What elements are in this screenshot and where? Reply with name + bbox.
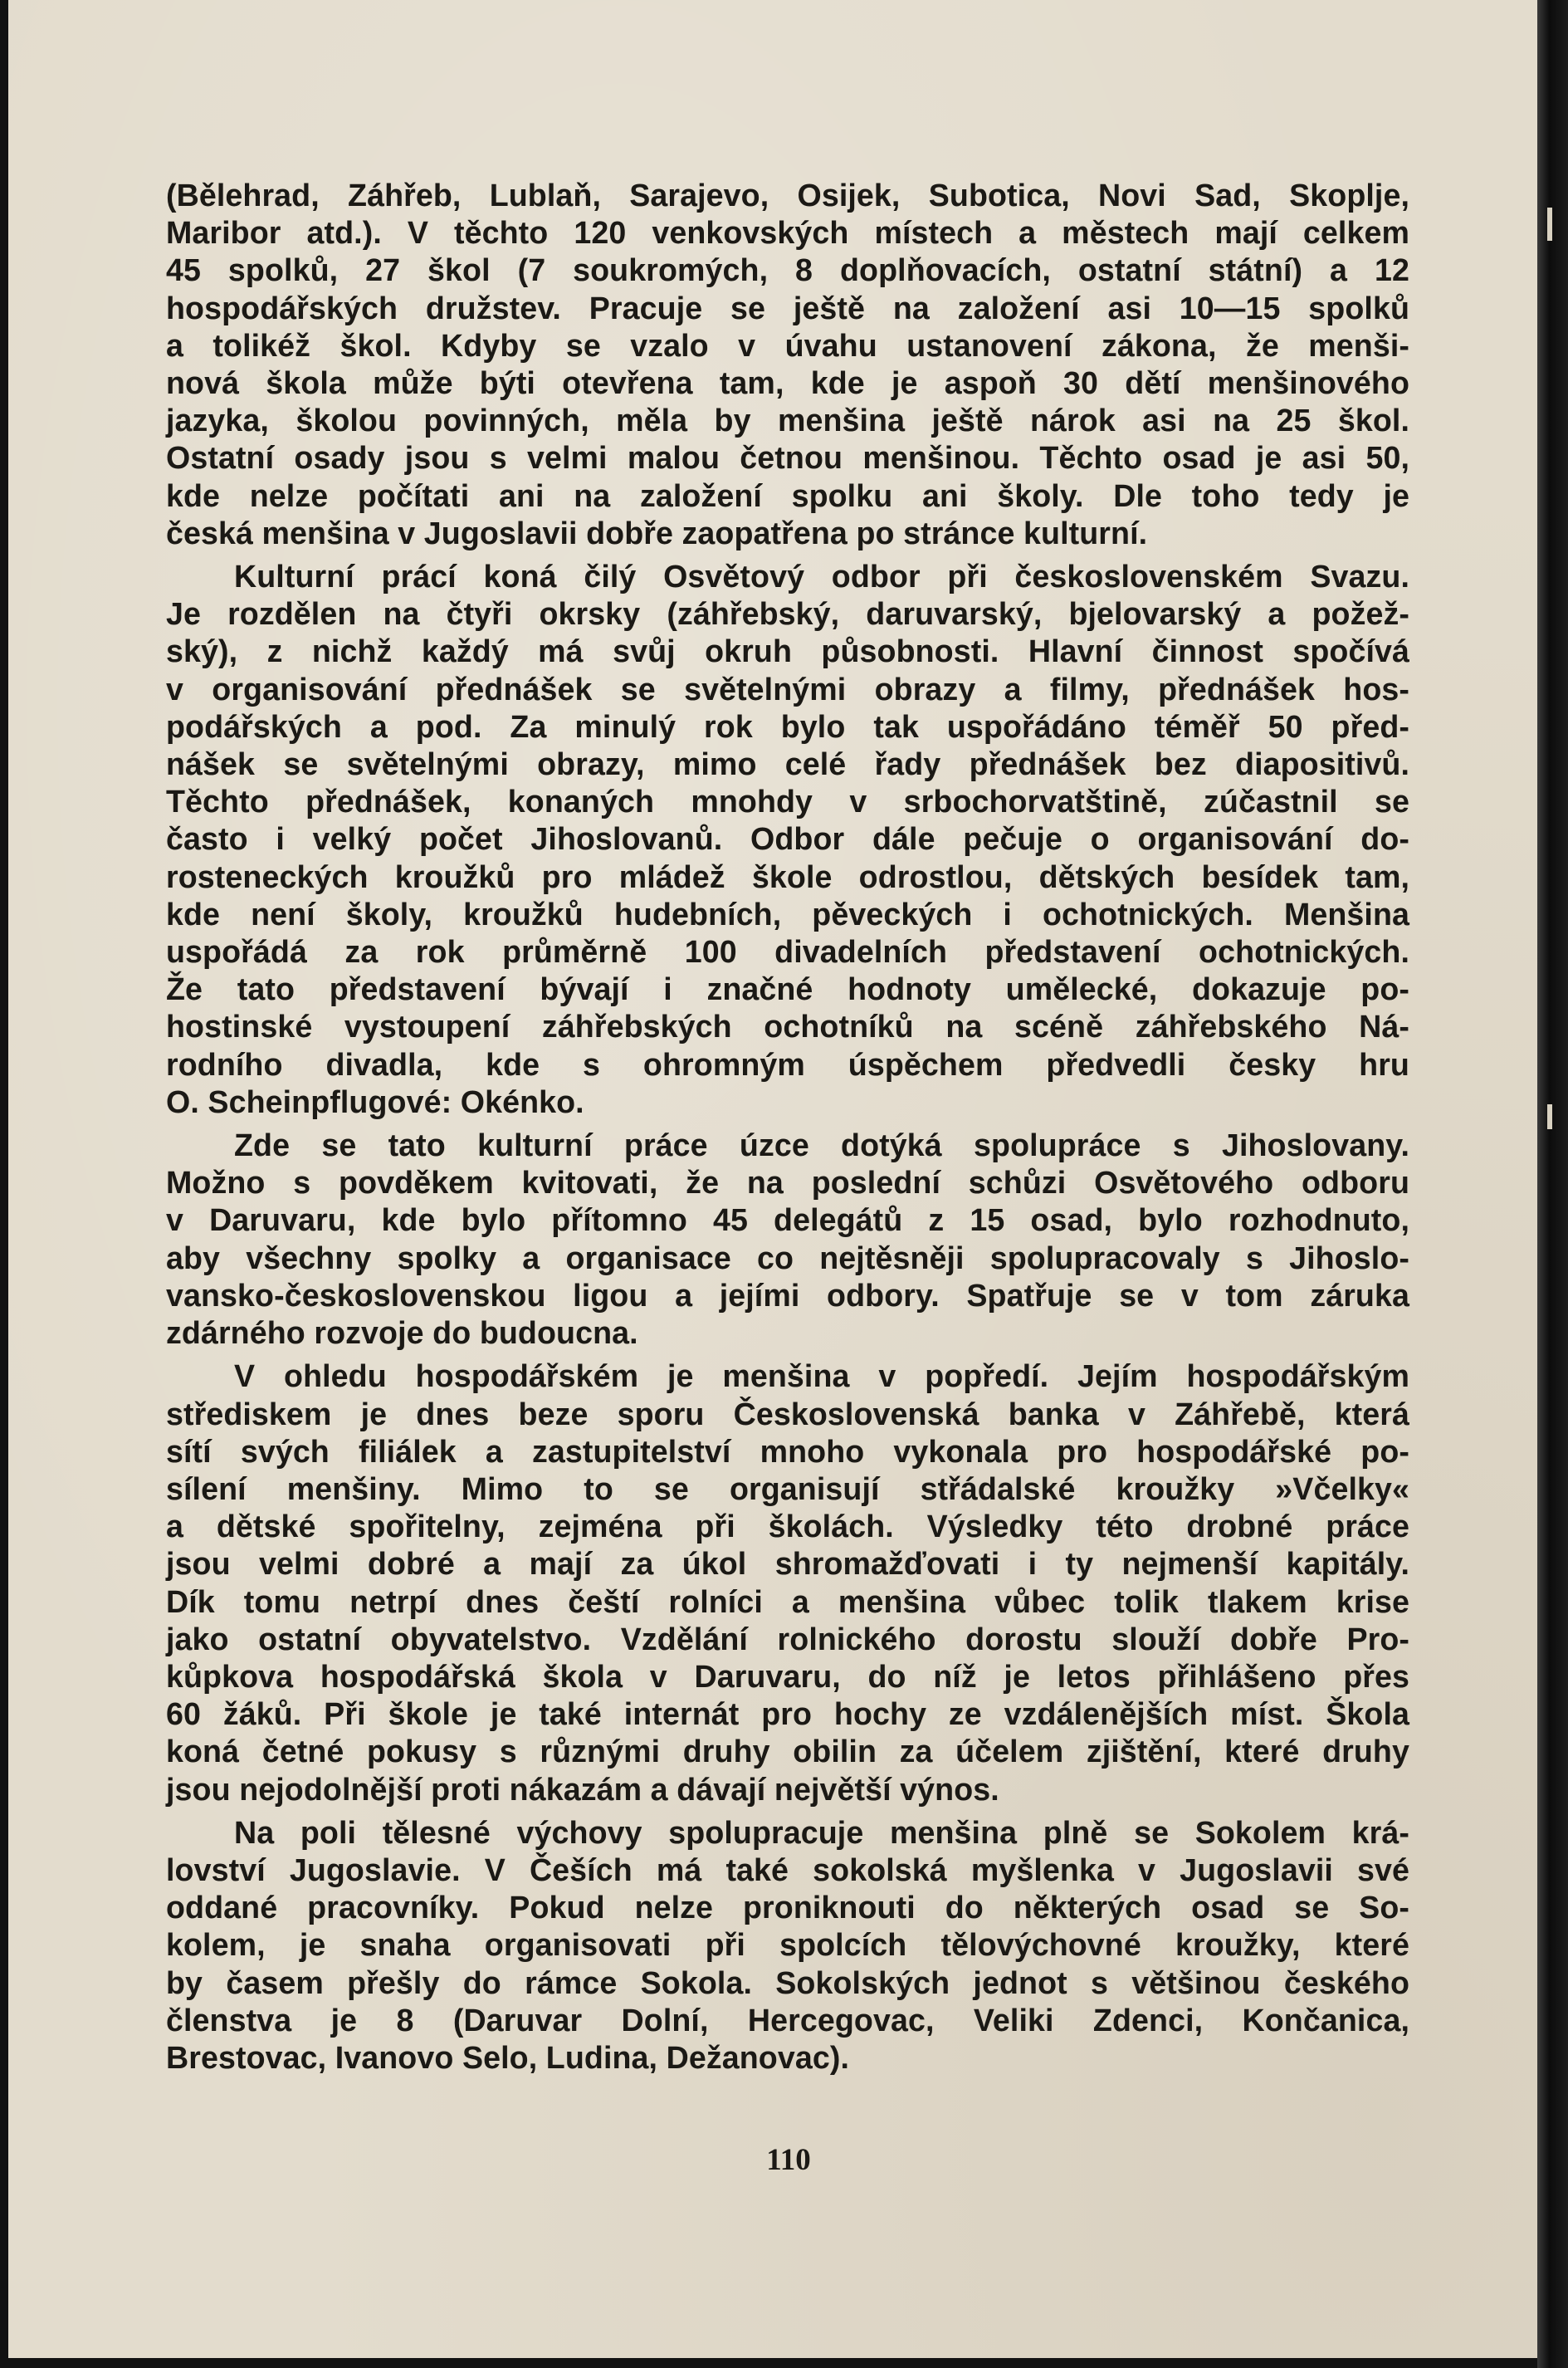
text-line: kde nelze počítati ani na založení spolku ani školy. Dle toho tedy je — [166, 477, 1409, 513]
text-line: V ohledu hospodářském je menšina v popředí. Jejím hospodářským — [234, 1358, 1409, 1394]
page-number: 110 — [766, 2143, 811, 2177]
text-line: (Bělehrad, Záhřeb, Lublaň, Sarajevo, Osijek, Subotica, Novi Sad, Skoplje, — [166, 178, 1409, 213]
text-line: nášek se světelnými obrazy, mimo celé řady přednášek bez diapositivů. — [166, 746, 1409, 782]
paragraph-2 — [166, 558, 1409, 1121]
text-line: koná četné pokusy s různými druhy obilin za účelem zjištění, které druhy — [166, 1734, 1409, 1769]
binding-mark — [1547, 208, 1552, 241]
text-line: kolem, je snaha organisovati při spolcích tělovýchovné kroužky, které — [166, 1927, 1409, 1963]
text-line: vansko-československou ligou a jejími odbory. Spatřuje se v tom záruka — [166, 1277, 1409, 1313]
text-line: hospodářských družstev. Pracuje se ještě na založení asi 10—15 spolků — [166, 290, 1409, 325]
text-line: lovství Jugoslavie. V Češích má také sokolská myšlenka v Jugoslavii své — [166, 1852, 1409, 1887]
text-line: Že tato představení bývají i značné hodnoty umělecké, dokazuje po- — [166, 971, 1409, 1007]
text-line: sílení menšiny. Mimo to se organisují střádalské kroužky »Včelky« — [166, 1470, 1409, 1506]
paragraph-1 — [166, 177, 1409, 552]
text-line: hostinské vystoupení záhřebských ochotníků na scéně záhřebského Ná- — [166, 1009, 1409, 1045]
text-line: Kulturní prácí koná čilý Osvětový odbor při československém Svazu. — [234, 559, 1409, 594]
text-line: Dík tomu netrpí dnes čeští rolníci a menšina vůbec tolik tlakem krise — [166, 1583, 1409, 1619]
text-line: jako ostatní obyvatelstvo. Vzdělání rolnického dorostu slouží dobře Pro- — [166, 1621, 1409, 1656]
text-line: Možno s povděkem kvitovati, že na poslední schůzi Osvětového odboru — [166, 1165, 1409, 1201]
text-line: nová škola může býti otevřena tam, kde je aspoň 30 dětí menšinového — [166, 365, 1409, 401]
text-line: Maribor atd.). V těchto 120 venkovských místech a městech mají celkem — [166, 215, 1409, 251]
text-line: zdárného rozvoje do budoucna. — [166, 1315, 638, 1351]
text-line: ský), z nichž každý má svůj okruh působnosti. Hlavní činnost spočívá — [166, 634, 1409, 669]
text-line: Ostatní osady jsou s velmi malou četnou menšinou. Těchto osad je asi 50, — [166, 440, 1409, 476]
text-line: často i velký počet Jihoslovanů. Odbor dále pečuje o organisování do- — [166, 821, 1409, 857]
text-line: v organisování přednášek se světelnými obrazy a filmy, přednášek hos- — [166, 671, 1409, 707]
text-line: a tolikéž škol. Kdyby se vzalo v úvahu ustanovení zákona, že menši- — [166, 327, 1409, 363]
text-line: členstva je 8 (Daruvar Dolní, Hercegovac, Veliki Zdenci, Končanica, — [166, 2002, 1409, 2038]
text-line: sítí svých filiálek a zastupitelství mnoho vykonala pro hospodářské po- — [166, 1433, 1409, 1469]
binding-mark — [1547, 1104, 1552, 1129]
text-line: jsou nejodolnější proti nákazám a dávají největší výnos. — [166, 1771, 999, 1807]
text-line: O. Scheinpflugové: Okénko. — [166, 1084, 584, 1119]
text-line: by časem přešly do rámce Sokola. Sokolských jednot s většinou českého — [166, 1964, 1409, 2000]
text-line: rosteneckých kroužků pro mládež škole odrostlou, dětských besídek tam, — [166, 859, 1409, 894]
text-line: Na poli tělesné výchovy spolupracuje menšina plně se Sokolem krá- — [234, 1814, 1409, 1850]
text-line: jazyka, školou povinných, měla by menšina ještě nárok asi na 25 škol. — [166, 403, 1409, 438]
text-line: 60 žáků. Při škole je také internát pro hochy ze vzdálenějších míst. Škola — [166, 1696, 1409, 1732]
text-line: střediskem je dnes beze sporu Československá banka v Záhřebě, která — [166, 1396, 1409, 1431]
text-line: v Daruvaru, kde bylo přítomno 45 delegátů z 15 osad, bylo rozhodnuto, — [166, 1202, 1409, 1238]
paragraph-5 — [166, 1814, 1409, 2077]
text-line: kůpkova hospodářská škola v Daruvaru, do níž je letos přihlášeno přes — [166, 1658, 1409, 1694]
text-line: aby všechny spolky a organisace co nejtěsněji spolupracovaly s Jihoslo- — [166, 1240, 1409, 1275]
text-line: Je rozdělen na čtyři okrsky (záhřebský, daruvarský, bjelovarský a požež- — [166, 596, 1409, 632]
book-binding-edge — [1537, 0, 1568, 2368]
text-line: jsou velmi dobré a mají za úkol shromažďovati i ty nejmenší kapitály. — [166, 1546, 1409, 1582]
text-line: a dětské spořitelny, zejména při školách. Výsledky této drobné práce — [166, 1509, 1409, 1544]
paragraph-3 — [166, 1127, 1409, 1352]
text-line: 45 spolků, 27 škol (7 soukromých, 8 doplňovacích, ostatní státní) a 12 — [166, 252, 1409, 288]
text-line: česká menšina v Jugoslavii dobře zaopatřena po stránce kulturní. — [166, 515, 1148, 550]
text-line: uspořádá za rok průměrně 100 divadelních představení ochotnických. — [166, 934, 1409, 970]
text-line: Těchto přednášek, konaných mnohdy v srbochorvatštině, zúčastnil se — [166, 784, 1409, 820]
text-line: podářských a pod. Za minulý rok bylo tak uspořádáno téměř 50 před- — [166, 708, 1409, 744]
text-line: Brestovac, Ivanovo Selo, Ludina, Dežanovac). — [166, 2039, 850, 2075]
paragraph-4 — [166, 1358, 1409, 1808]
text-line: Zde se tato kulturní práce úzce dotýká spolupráce s Jihoslovany. — [234, 1128, 1409, 1163]
text-line: oddané pracovníky. Pokud nelze proniknouti do některých osad se So- — [166, 1890, 1409, 1925]
text-line: rodního divadla, kde s ohromným úspěchem předvedli česky hru — [166, 1046, 1409, 1082]
text-line: kde není školy, kroužků hudebních, pěveckých i ochotnických. Menšina — [166, 896, 1409, 932]
body-text — [166, 177, 1409, 2082]
book-page — [8, 0, 1537, 2358]
